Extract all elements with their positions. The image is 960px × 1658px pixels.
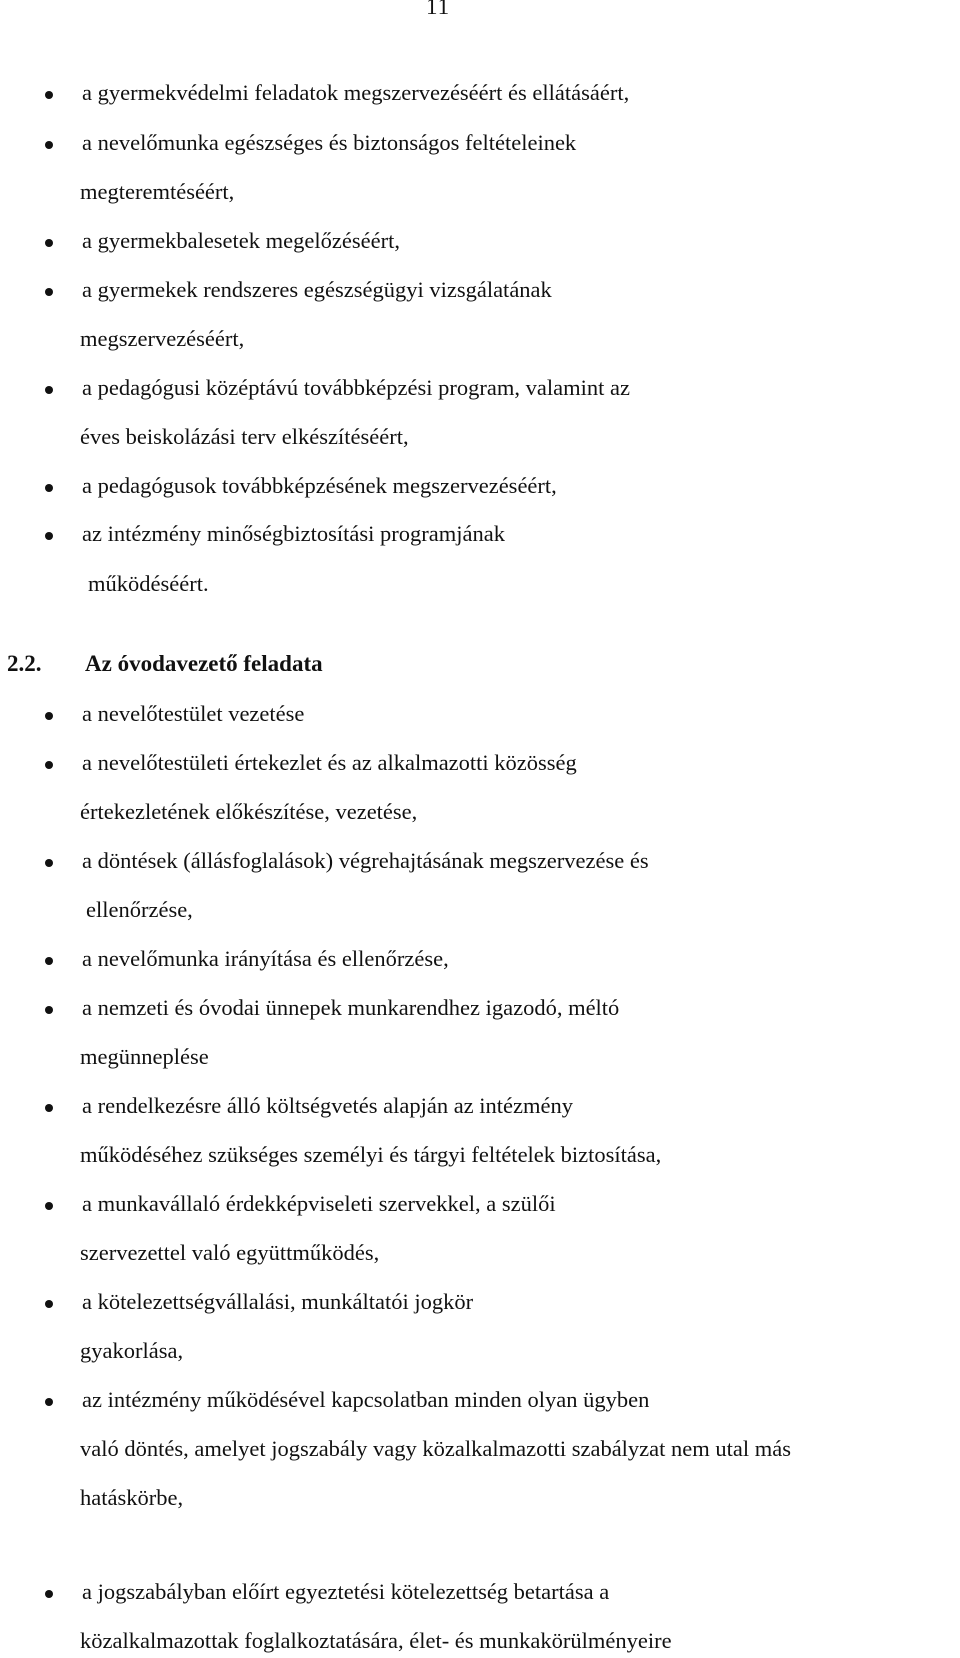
bullet-icon xyxy=(45,141,53,149)
bullet-icon xyxy=(45,91,53,99)
list-item: a munkavállaló érdekképviseleti szervekkel, a szülői xyxy=(82,1191,556,1216)
bullet-icon xyxy=(45,859,53,867)
list-item-continuation: való döntés, amelyet jogszabály vagy közalkalmazotti szabályzat nem utal más xyxy=(80,1436,792,1461)
list-item: a rendelkezésre álló költségvetés alapján az intézmény xyxy=(82,1093,574,1118)
list-item-continuation: megünneplése xyxy=(80,1044,209,1069)
list-item-continuation: közalkalmazottak foglalkoztatására, élet- és munkakörülményeire xyxy=(80,1628,672,1653)
list-item: a nevelőtestületi értekezlet és az alkalmazotti közösség xyxy=(82,750,577,775)
section-title: Az óvodavezető feladata xyxy=(85,651,323,676)
list-item: a pedagógusok továbbképzésének megszervezéséért, xyxy=(82,473,557,498)
list-item: a nevelőtestület vezetése xyxy=(82,701,305,726)
list-item: a jogszabályban előírt egyeztetési kötelezettség betartása a xyxy=(82,1579,610,1604)
list-item-continuation: szervezettel való együttműködés, xyxy=(80,1240,380,1265)
section-number: 2.2. xyxy=(7,651,42,676)
list-item-continuation: megteremtéséért, xyxy=(80,179,235,204)
bullet-icon xyxy=(45,1590,53,1598)
list-item: a gyermekvédelmi feladatok megszervezéséért és ellátásáért, xyxy=(82,80,630,105)
bullet-icon xyxy=(45,1104,53,1112)
bullet-icon xyxy=(45,1202,53,1210)
bullet-icon xyxy=(45,532,53,540)
bullet-icon xyxy=(45,957,53,965)
bullet-icon xyxy=(45,712,53,720)
list-item: a nevelőmunka irányítása és ellenőrzése, xyxy=(82,946,449,971)
list-item-continuation: hatáskörbe, xyxy=(80,1485,184,1510)
bullet-icon xyxy=(45,484,53,492)
page-number: 11 xyxy=(426,0,451,19)
list-item: a pedagógusi középtávú továbbképzési program, valamint az xyxy=(82,375,630,400)
bullet-icon xyxy=(45,1006,53,1014)
list-item: a nevelőmunka egészséges és biztonságos feltételeinek xyxy=(82,130,577,155)
list-item: a döntések (állásfoglalások) végrehajtásának megszervezése és xyxy=(82,848,649,873)
list-item-continuation: éves beiskolázási terv elkészítéséért, xyxy=(80,424,409,449)
list-item: a kötelezettségvállalási, munkáltatói jogkör xyxy=(82,1289,474,1314)
bullet-icon xyxy=(45,761,53,769)
bullet-icon xyxy=(45,386,53,394)
list-item-continuation: értekezletének előkészítése, vezetése, xyxy=(80,799,418,824)
list-item: a gyermekbalesetek megelőzéséért, xyxy=(82,228,400,253)
list-item-continuation: megszervezéséért, xyxy=(80,326,245,351)
section-heading xyxy=(7,651,323,677)
bullet-icon xyxy=(45,1300,53,1308)
list-item-continuation: gyakorlása, xyxy=(80,1338,184,1363)
list-item-continuation: működéséhez szükséges személyi és tárgyi feltételek biztosítása, xyxy=(80,1142,662,1167)
list-item: a gyermekek rendszeres egészségügyi vizsgálatának xyxy=(82,277,552,302)
list-item-continuation: működéséért. xyxy=(88,571,209,596)
bullet-icon xyxy=(45,239,53,247)
list-item-continuation: ellenőrzése, xyxy=(86,897,193,922)
list-item: a nemzeti és óvodai ünnepek munkarendhez igazodó, méltó xyxy=(82,995,620,1020)
bullet-icon xyxy=(45,288,53,296)
bullet-icon xyxy=(45,1398,53,1406)
list-item: az intézmény működésével kapcsolatban minden olyan ügyben xyxy=(82,1387,650,1412)
list-item: az intézmény minőségbiztosítási programjának xyxy=(82,521,505,546)
